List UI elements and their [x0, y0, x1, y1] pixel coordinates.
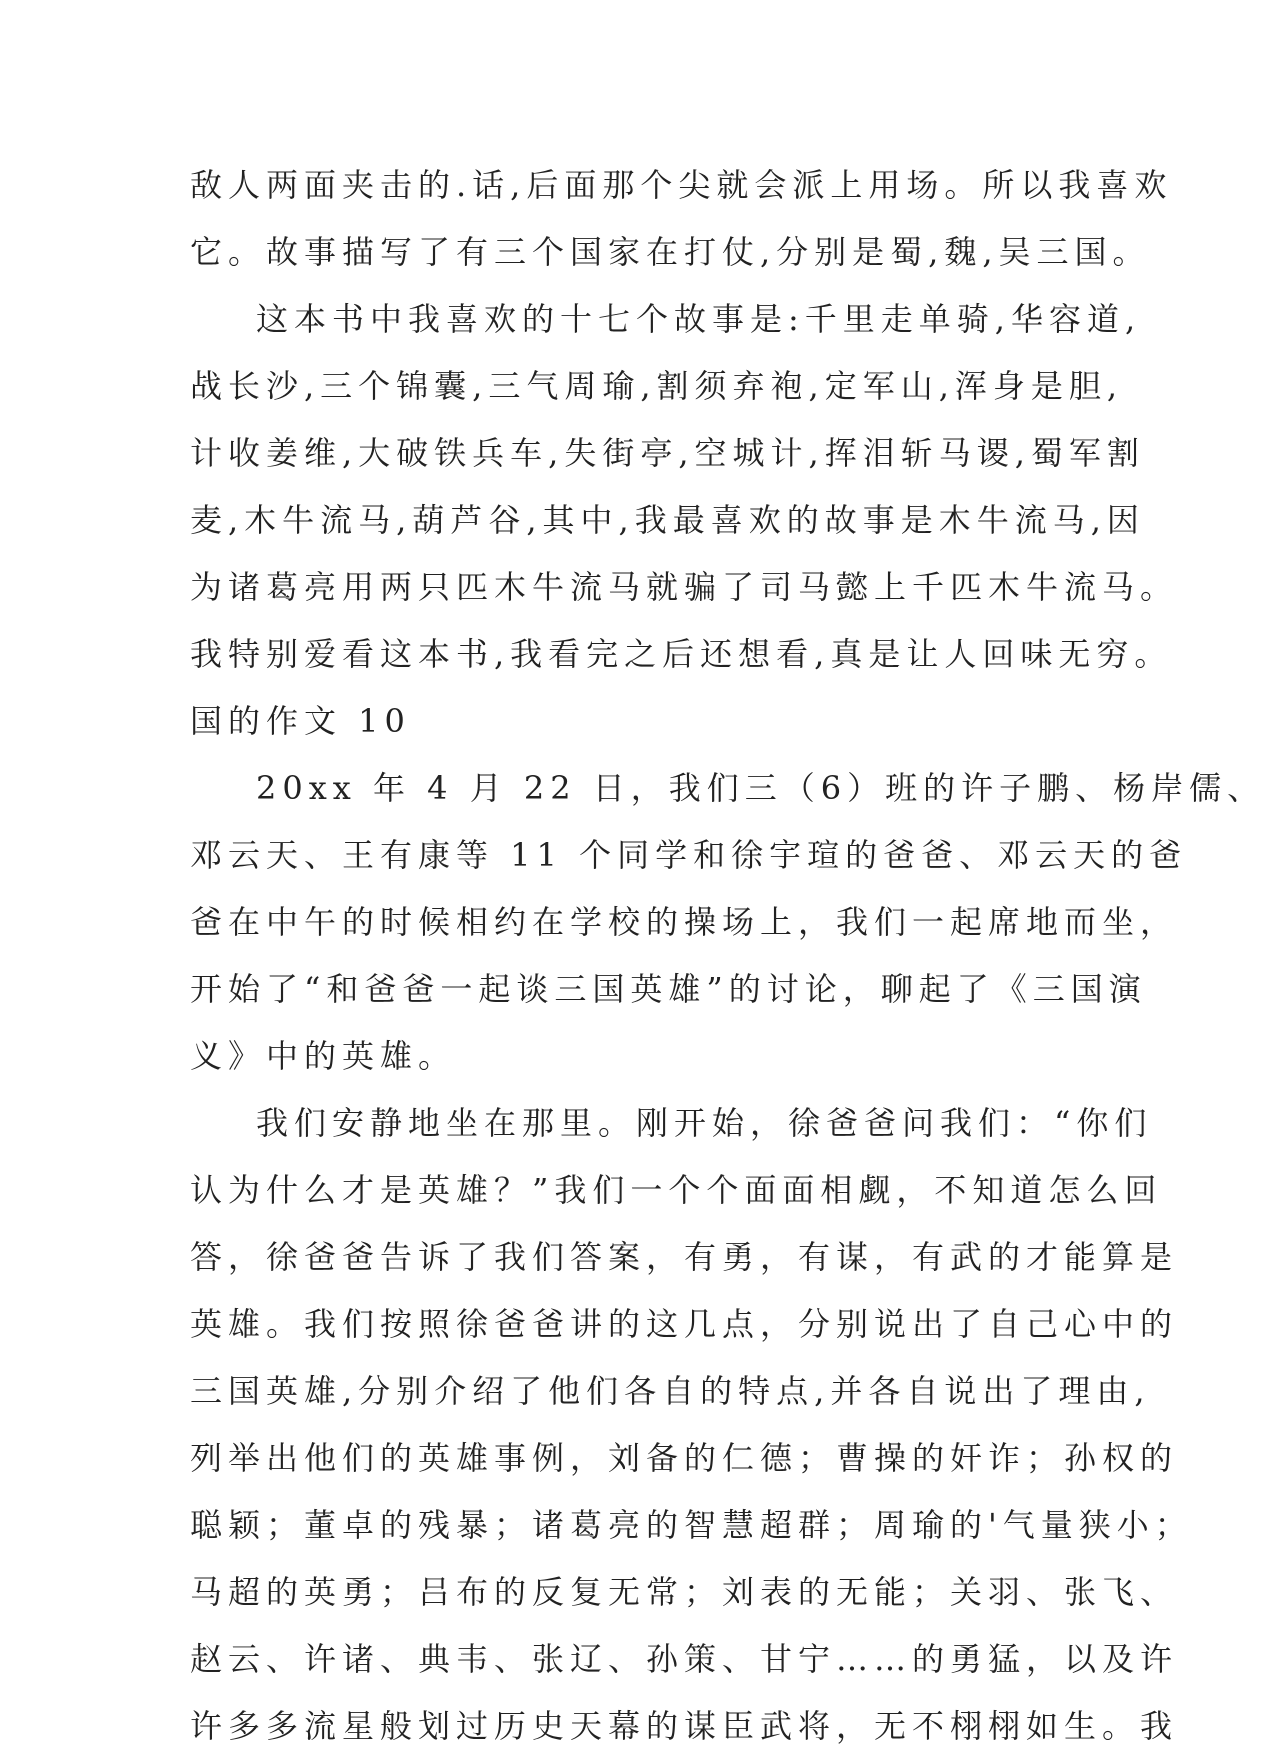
text-line: 三国英雄,分别介绍了他们各自的特点,并各自说出了理由, — [190, 1372, 1151, 1410]
document-body — [190, 152, 1265, 1760]
text-line: 聪颖；董卓的残暴；诸葛亮的智慧超群；周瑜的'气量狭小； — [190, 1506, 1193, 1544]
text-line: 20xx 年 4 月 22 日，我们三（6）班的许子鹏、杨岸儒、 — [256, 769, 1265, 807]
text-line: 爸在中午的时候相约在学校的操场上，我们一起席地而坐， — [190, 903, 1179, 941]
text-line: 我特别爱看这本书,我看完之后还想看,真是让人回味无穷。 — [190, 635, 1173, 673]
text-line: 列举出他们的英雄事例，刘备的仁德；曹操的奸诈；孙权的 — [190, 1439, 1179, 1477]
text-line: 马超的英勇；吕布的反复无常；刘表的无能；关羽、张飞、 — [190, 1573, 1179, 1611]
text-line: 麦,木牛流马,葫芦谷,其中,我最喜欢的故事是木牛流马,因 — [190, 501, 1145, 539]
text-line: 敌人两面夹击的.话,后面那个尖就会派上用场。所以我喜欢 — [190, 166, 1173, 204]
text-line: 开始了“和爸爸一起谈三国英雄”的讨论，聊起了《三国演 — [190, 970, 1147, 1008]
text-line: 认为什么才是英雄？”我们一个个面面相觑，不知道怎么回 — [190, 1171, 1163, 1209]
text-line: 赵云、许诸、典韦、张辽、孙策、甘宁……的勇猛，以及许 — [190, 1640, 1179, 1678]
text-line: 国的作文 10 — [190, 702, 411, 740]
text-line: 战长沙,三个锦囊,三气周瑜,割须弃袍,定军山,浑身是胆, — [190, 367, 1124, 405]
text-line: 英雄。我们按照徐爸爸讲的这几点，分别说出了自己心中的 — [190, 1305, 1179, 1343]
text-line: 邓云天、王有康等 11 个同学和徐宇瑄的爸爸、邓云天的爸 — [190, 836, 1188, 874]
text-line: 义》中的英雄。 — [190, 1037, 457, 1075]
text-line: 许多多流星般划过历史天幕的谋臣武将，无不栩栩如生。我 — [190, 1707, 1179, 1745]
text-line: 它。故事描写了有三个国家在打仗,分别是蜀,魏,吴三国。 — [190, 233, 1151, 271]
text-line: 为诸葛亮用两只匹木牛流马就骗了司马懿上千匹木牛流马。 — [190, 568, 1179, 606]
text-line: 答，徐爸爸告诉了我们答案，有勇，有谋，有武的才能算是 — [190, 1238, 1179, 1276]
text-line: 这本书中我喜欢的十七个故事是:千里走单骑,华容道, — [256, 300, 1142, 338]
text-line: 我们安静地坐在那里。刚开始，徐爸爸问我们：“你们 — [256, 1104, 1153, 1142]
text-line: 计收姜维,大破铁兵车,失街亭,空城计,挥泪斩马谡,蜀军割 — [190, 434, 1145, 472]
